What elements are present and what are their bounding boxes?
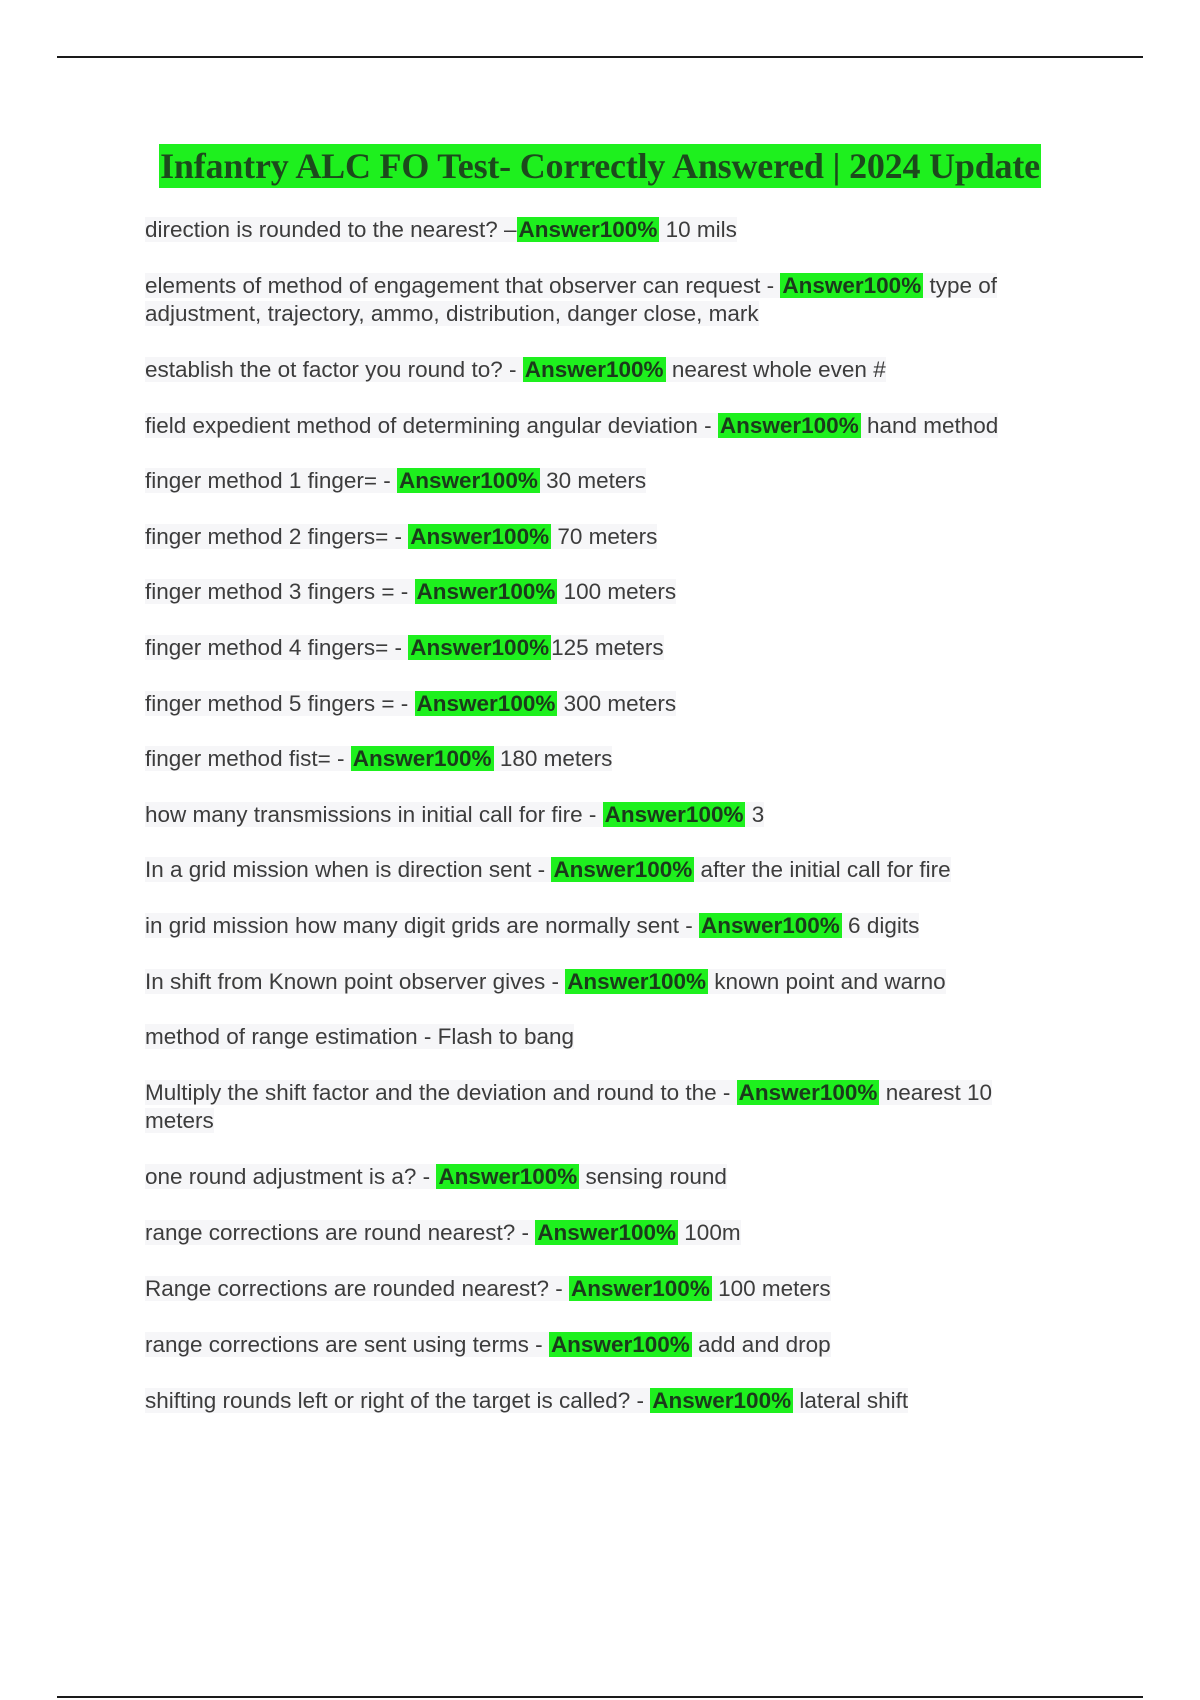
answer-badge: Answer100% [416, 691, 556, 716]
qa-item [145, 1079, 1065, 1135]
qa-item [145, 578, 1065, 606]
question-text: range corrections are round nearest? - [145, 1220, 536, 1245]
answer-badge: Answer100% [352, 746, 492, 771]
answer-text: lateral shift [793, 1388, 909, 1413]
answer-text: 100 meters [557, 579, 677, 604]
answer-badge: Answer100% [550, 1332, 690, 1357]
answer-badge: Answer100% [782, 273, 922, 298]
qa-item [145, 412, 1065, 440]
answer-badge: Answer100% [524, 357, 664, 382]
header-rule [57, 56, 1143, 58]
answer-text: 3 [745, 802, 765, 827]
answer-text: 30 meters [539, 468, 647, 493]
qa-item [145, 912, 1065, 940]
question-text: in grid mission how many digit grids are normally sent - [145, 913, 699, 938]
answer-badge: Answer100% [410, 524, 550, 549]
question-text: one round adjustment is a? - [145, 1164, 437, 1189]
answer-text: known point and warno [708, 969, 946, 994]
qa-item [145, 1023, 1065, 1051]
question-text: establish the ot factor you round to? - [145, 357, 523, 382]
answer-text: 180 meters [493, 746, 613, 771]
answer-text: 125 meters [551, 635, 664, 660]
answer-text: hand method [860, 413, 999, 438]
answer-text: nearest whole even # [665, 357, 886, 382]
question-text: Range corrections are rounded nearest? - [145, 1276, 569, 1301]
answer-badge: Answer100% [553, 857, 693, 882]
answer-text: after the initial call for fire [694, 857, 951, 882]
question-text: finger method 3 fingers = - [145, 579, 415, 604]
answer-badge: Answer100% [652, 1388, 792, 1413]
question-text: finger method fist= - [145, 746, 351, 771]
question-text: shifting rounds left or right of the target is called? - [145, 1388, 651, 1413]
document-title: Infantry ALC FO Test- Correctly Answered | 2024 Update [160, 146, 1040, 186]
answer-text: nearest 10 meters [145, 1080, 993, 1133]
answer-badge: Answer100% [438, 1164, 578, 1189]
qa-item [145, 801, 1065, 829]
qa-item [145, 1219, 1065, 1247]
question-text: method of range estimation - Flash to bang [145, 1024, 574, 1049]
qa-item [145, 1163, 1065, 1191]
qa-item [145, 272, 1065, 328]
answer-text: 100m [678, 1220, 741, 1245]
qa-item [145, 1387, 1065, 1415]
answer-badge: Answer100% [604, 802, 744, 827]
answer-badge: Answer100% [700, 913, 840, 938]
question-text: direction is rounded to the nearest? – [145, 217, 517, 242]
question-text: finger method 2 fingers= - [145, 524, 409, 549]
answer-badge: Answer100% [571, 1276, 710, 1301]
qa-item [145, 467, 1065, 495]
answer-badge: Answer100% [518, 217, 658, 242]
qa-item [145, 745, 1065, 773]
question-text: field expedient method of determining angular deviation - [145, 413, 718, 438]
qa-item [145, 523, 1065, 551]
footer-rule [57, 1696, 1143, 1698]
answer-badge: Answer100% [738, 1080, 878, 1105]
qa-item [145, 856, 1065, 884]
answer-text: add and drop [691, 1332, 831, 1357]
qa-item [145, 1331, 1065, 1359]
question-text: finger method 5 fingers = - [145, 691, 415, 716]
answer-badge: Answer100% [399, 468, 538, 493]
answer-text: 100 meters [711, 1276, 831, 1301]
answer-badge: Answer100% [416, 579, 556, 604]
question-text: In shift from Known point observer gives - [145, 969, 566, 994]
qa-item [145, 356, 1065, 384]
qa-item [145, 690, 1065, 718]
qa-item [145, 1275, 1065, 1303]
title-block [0, 144, 1200, 188]
qa-item [145, 634, 1065, 662]
question-text: In a grid mission when is direction sent - [145, 857, 552, 882]
question-text: elements of method of engagement that observer can request - [145, 273, 781, 298]
answer-badge: Answer100% [537, 1220, 677, 1245]
question-text: finger method 4 fingers= - [145, 635, 409, 660]
answer-badge: Answer100% [719, 413, 859, 438]
answer-badge: Answer100% [410, 635, 550, 660]
answer-text: 70 meters [551, 524, 658, 549]
answer-text: 6 digits [841, 913, 920, 938]
question-text: range corrections are sent using terms - [145, 1332, 549, 1357]
answer-text: 10 mils [659, 217, 737, 242]
question-text: finger method 1 finger= - [145, 468, 398, 493]
answer-text: 300 meters [557, 691, 677, 716]
qa-item [145, 968, 1065, 996]
answer-badge: Answer100% [567, 969, 707, 994]
answer-text: sensing round [579, 1164, 727, 1189]
qa-item [145, 216, 1065, 244]
question-text: Multiply the shift factor and the deviation and round to the - [145, 1080, 737, 1105]
answer-text: type of adjustment, trajectory, ammo, distribution, danger close, mark [145, 273, 997, 326]
question-text: how many transmissions in initial call for fire - [145, 802, 603, 827]
